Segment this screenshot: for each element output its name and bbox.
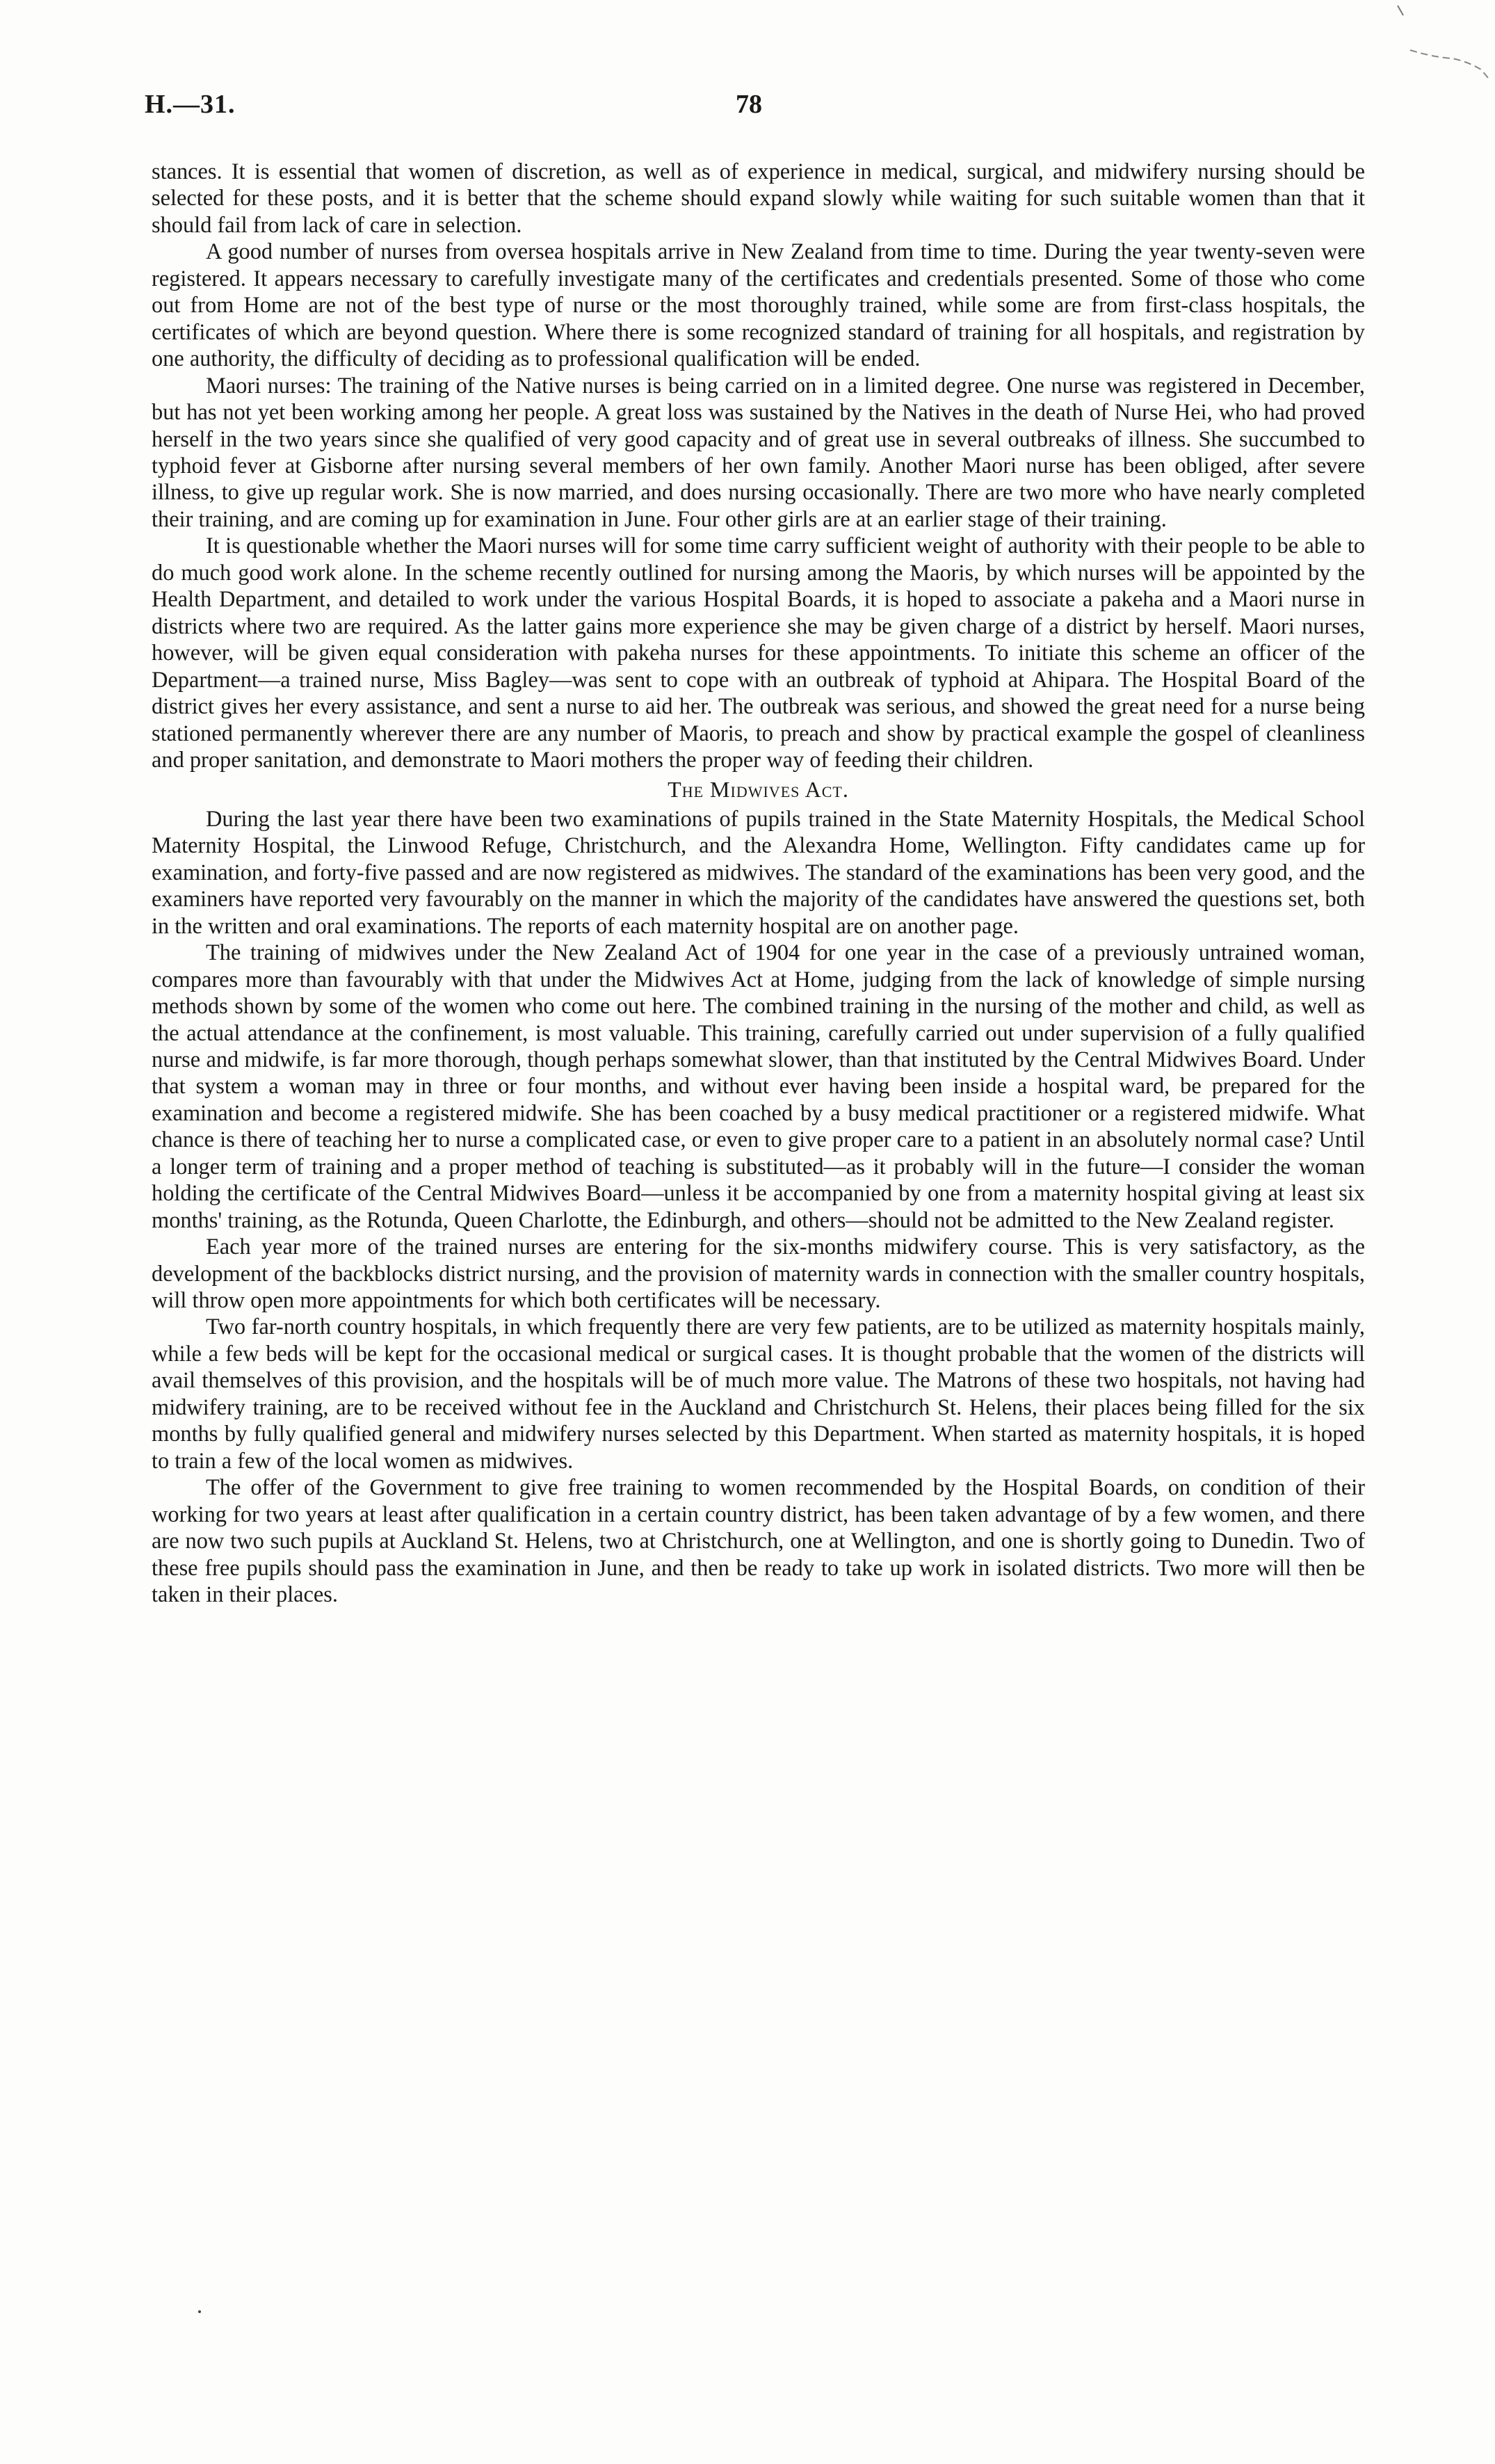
paragraph-midwifery-course: Each year more of the trained nurses are entering for the six-months midwifery course. This is very satisfactory, as the development of the backblocks district nursing, and the provision of maternity wards in connection with the smaller country hospitals, will throw open more appointments for which both certificates will be necessary. [152,1234,1365,1314]
paragraph-maori-scheme: It is questionable whether the Maori nurses will for some time carry sufficient weight of authority with their people to be able to do much good work alone. In the scheme recently outlined for nursing among the Maoris, by which nurses will be appointed by the Health Department, and detailed to work under the various Hospital Boards, it is hoped to associate a pakeha and a Maori nurse in districts where two are required. As the latter gains more experience she may be given charge of a district by herself. Maori nurses, however, will be given equal consideration with pakeha nurses for these appointments. To initiate this scheme an officer of the Department—a trained nurse, Miss Bagley—was sent to cope with an outbreak of typhoid at Ahipara. The Hospital Board of the district gives her every assistance, and sent a nurse to aid her. The outbreak was serious, and showed the great need for a nurse being stationed permanently wherever there are any number of Maoris, to preach and show by practical example the gospel of cleanliness and proper sanitation, and demonstrate to Maori mothers the proper way of feeding their children. [152,533,1365,773]
paragraph-free-training: The offer of the Government to give free training to women recommended by the Hospital Boards, on condition of their working for two years at least after qualification in a certain country district, has been taken advantage of by a few women, and there are now two such pupils at Auckland St. Helens, two at Christchurch, one at Wellington, and one is shortly going to Dunedin. Two of these free pupils should pass the examination in June, and then be ready to take up work in isolated districts. Two more will then be taken in their places. [152,1475,1365,1608]
paragraph-examinations: During the last year there have been two examinations of pupils trained in the State Maternity Hospitals, the Medical School Maternity Hospital, the Linwood Refuge, Christchurch, and the Alexandra Home, Wellington. Fifty candidates came up for examination, and forty-five passed and are now registered as midwives. The standard of the examinations has been very good, and the examiners have reported very favourably on the manner in which the majority of the candidates have answered the questions set, both in the written and oral examinations. The reports of each maternity hospital are on another page. [152,806,1365,939]
paragraph-oversea-nurses: A good number of nurses from oversea hospitals arrive in New Zealand from time to time. During the year twenty-seven were registered. It appears necessary to carefully investigate many of the certificates and credentials presented. Some of those who come out from Home are not of the best type of nurse or the most thoroughly trained, while some are from first-class hospitals, the certificates of which are beyond question. Where there is some recognized standard of training for all hospitals, and registration by one authority, the difficulty of deciding as to professional qualification will be ended. [152,239,1365,372]
document-reference: H.—31. [145,90,236,119]
page-number: 78 [736,90,762,119]
scan-artifact-mark [1384,0,1495,111]
paragraph-far-north-hospitals: Two far-north country hospitals, in which frequently there are very few patients, are to be utilized as maternity hospitals mainly, while a few beds will be kept for the occasional medical or surgical cases. It is thought probable that the women of the districts will avail themselves of this provision, and the hospitals will be of much more value. The Matrons of these two hospitals, not having had midwifery training, are to be received without fee in the Auckland and Christchurch St. Helens, their places being filled for the six months by fully qualified general and midwifery nurses selected by this Department. When started as maternity hospitals, it is hoped to train a few of the local women as midwives. [152,1314,1365,1474]
main-body-text [152,159,1365,1608]
paragraph-midwife-training: The training of midwives under the New Zealand Act of 1904 for one year in the case of a previously untrained woman, compares more than favourably with that under the Midwives Act at Home, judging from the lack of knowledge of simple nursing methods shown by some of the women who come out here. The combined training in the nursing of the mother and child, as well as the actual attendance at the confinement, is most valuable. This training, carefully carried out under supervision of a fully qualified nurse and midwife, is far more thorough, though perhaps somewhat slower, than that instituted by the Central Midwives Board. Under that system a woman may in three or four months, and without ever having been inside a hospital ward, be prepared for the examination and become a registered midwife. She has been coached by a busy medical practitioner or a registered midwife. What chance is there of teaching her to nurse a complicated case, or even to give proper care to a patient in an absolutely normal case? Until a longer term of training and a proper method of teaching is substituted—as it probably will in the future—I consider the woman holding the certificate of the Central Midwives Board—unless it be accompanied by one from a maternity hospital giving at least six months' training, as the Rotunda, Queen Charlotte, the Edinburgh, and others—should not be admitted to the New Zealand register. [152,940,1365,1233]
paragraph-maori-nurses: Maori nurses: The training of the Native nurses is being carried on in a limited degree. One nurse was registered in December, but has not yet been working among her people. A great loss was sustained by the Natives in the death of Nurse Hei, who had proved herself in the two years since she qualified of very good capacity and of great use in several outbreaks of illness. She succumbed to typhoid fever at Gisborne after nursing several members of her own family. Another Maori nurse has been obliged, after severe illness, to give up regular work. She is now married, and does nursing occasionally. There are two more who have nearly completed their training, and are coming up for examination in June. Four other girls are at an earlier stage of their training. [152,373,1365,532]
page-header [145,89,1368,131]
scan-speck [198,2310,201,2313]
section-heading-midwives-act: The Midwives Act. [668,777,849,803]
paragraph-continuation: stances. It is essential that women of discretion, as well as of experience in medical, surgical, and midwifery nursing should be selected for these posts, and it is better that the scheme should expand slowly while waiting for such suitable women than that it should fail from lack of care in selection. [152,159,1365,238]
